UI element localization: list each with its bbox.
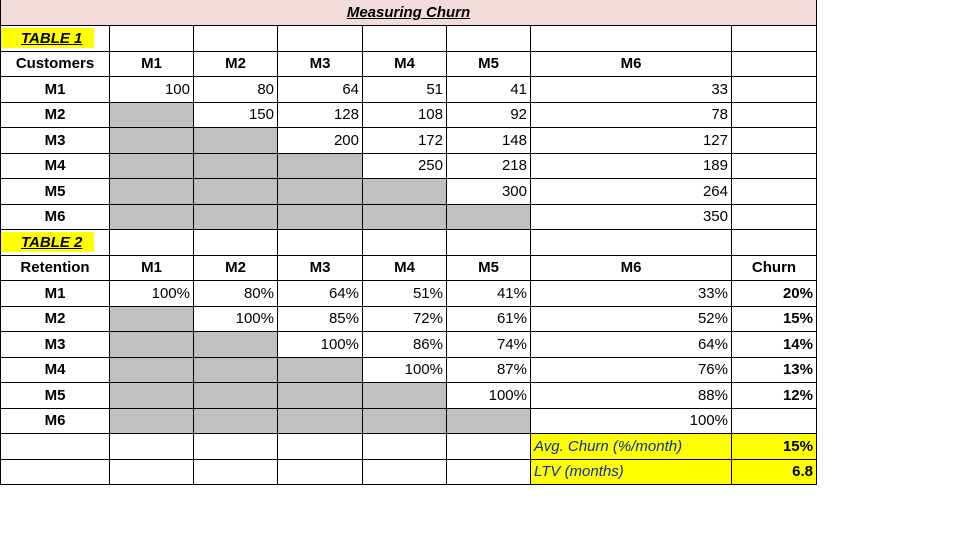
table1-row	[1, 77, 817, 103]
value-cell[interactable]: 64%	[531, 332, 732, 358]
value-cell[interactable]: 100%	[447, 383, 531, 409]
cell[interactable]	[110, 26, 194, 52]
table1-row	[1, 204, 817, 230]
column-header-m4[interactable]: M4	[363, 51, 447, 77]
value-cell[interactable]: 72%	[363, 306, 447, 332]
sheet-title[interactable]: Measuring Churn	[1, 0, 817, 26]
empty-cell[interactable]	[194, 332, 278, 358]
empty-cell[interactable]	[110, 153, 194, 179]
cell[interactable]	[278, 230, 363, 256]
value-cell[interactable]: 100	[110, 77, 194, 103]
cell[interactable]	[363, 434, 447, 460]
table2-row-label[interactable]: M5	[1, 383, 110, 409]
cell[interactable]	[278, 26, 363, 52]
value-cell[interactable]: 250	[363, 153, 447, 179]
table1-label-text: TABLE 1	[1, 28, 94, 48]
empty-cell[interactable]	[447, 408, 531, 434]
table1-row-label[interactable]: M5	[1, 179, 110, 205]
column-header-m3[interactable]: M3	[278, 51, 363, 77]
value-cell[interactable]: 350	[531, 204, 732, 230]
table2-label[interactable]	[1, 230, 110, 256]
cell[interactable]	[732, 51, 817, 77]
table2-row	[1, 408, 817, 434]
empty-cell[interactable]	[194, 204, 278, 230]
cell[interactable]	[363, 230, 447, 256]
table1-row-label[interactable]: M1	[1, 77, 110, 103]
value-cell[interactable]: 127	[531, 128, 732, 154]
empty-cell[interactable]	[363, 204, 447, 230]
column-header-m6[interactable]: M6	[531, 51, 732, 77]
value-cell[interactable]: 61%	[447, 306, 531, 332]
empty-cell[interactable]	[194, 179, 278, 205]
table1-row	[1, 128, 817, 154]
value-cell[interactable]: 78	[531, 102, 732, 128]
value-cell[interactable]: 33%	[531, 281, 732, 307]
cell[interactable]	[110, 230, 194, 256]
empty-cell[interactable]	[110, 179, 194, 205]
ltv-label[interactable]: LTV (months)	[531, 459, 732, 485]
cell[interactable]	[531, 230, 732, 256]
churn-cell[interactable]: 12%	[732, 383, 817, 409]
cell[interactable]	[732, 179, 817, 205]
empty-cell[interactable]	[110, 306, 194, 332]
table2-row	[1, 281, 817, 307]
value-cell[interactable]: 100%	[194, 306, 278, 332]
cell[interactable]	[732, 153, 817, 179]
value-cell[interactable]: 189	[531, 153, 732, 179]
table1-header-row	[1, 51, 817, 77]
churn-cell[interactable]: 15%	[732, 306, 817, 332]
column-header-m5[interactable]: M5	[447, 51, 531, 77]
empty-cell[interactable]	[363, 408, 447, 434]
value-cell[interactable]: 218	[447, 153, 531, 179]
empty-cell[interactable]	[278, 408, 363, 434]
empty-cell[interactable]	[110, 383, 194, 409]
cell[interactable]	[447, 230, 531, 256]
value-cell[interactable]: 80%	[194, 281, 278, 307]
empty-cell[interactable]	[278, 179, 363, 205]
value-cell[interactable]: 33	[531, 77, 732, 103]
value-cell[interactable]: 148	[447, 128, 531, 154]
table1-row-label[interactable]: M6	[1, 204, 110, 230]
value-cell[interactable]: 128	[278, 102, 363, 128]
value-cell[interactable]: 41	[447, 77, 531, 103]
column-header-m5[interactable]: M5	[447, 255, 531, 281]
value-cell[interactable]: 150	[194, 102, 278, 128]
column-header-m6[interactable]: M6	[531, 255, 732, 281]
value-cell[interactable]: 100%	[110, 281, 194, 307]
value-cell[interactable]: 264	[531, 179, 732, 205]
churn-cell[interactable]: 20%	[732, 281, 817, 307]
table2-corner[interactable]: Retention	[1, 255, 110, 281]
cell[interactable]	[732, 77, 817, 103]
empty-cell[interactable]	[110, 128, 194, 154]
column-header-m1[interactable]: M1	[110, 51, 194, 77]
empty-cell[interactable]	[278, 383, 363, 409]
value-cell[interactable]: 100%	[363, 357, 447, 383]
empty-cell[interactable]	[278, 153, 363, 179]
empty-cell[interactable]	[110, 102, 194, 128]
cell[interactable]	[732, 128, 817, 154]
churn-cell[interactable]: 14%	[732, 332, 817, 358]
cell[interactable]	[194, 459, 278, 485]
table1-row-label[interactable]: M3	[1, 128, 110, 154]
cell[interactable]	[732, 230, 817, 256]
table1-label[interactable]	[1, 26, 110, 52]
value-cell[interactable]: 172	[363, 128, 447, 154]
empty-cell[interactable]	[194, 128, 278, 154]
table2-row	[1, 357, 817, 383]
table2-label-text: TABLE 2	[1, 232, 94, 252]
cell[interactable]	[363, 26, 447, 52]
cell[interactable]	[732, 26, 817, 52]
empty-cell[interactable]	[194, 153, 278, 179]
churn-header[interactable]: Churn	[732, 255, 817, 281]
table1-row-label[interactable]: M4	[1, 153, 110, 179]
column-header-m2[interactable]: M2	[194, 255, 278, 281]
column-header-m1[interactable]: M1	[110, 255, 194, 281]
value-cell[interactable]: 100%	[278, 332, 363, 358]
cell[interactable]	[194, 434, 278, 460]
value-cell[interactable]: 100%	[531, 408, 732, 434]
value-cell[interactable]: 51%	[363, 281, 447, 307]
table1-row-label[interactable]: M2	[1, 102, 110, 128]
value-cell[interactable]: 300	[447, 179, 531, 205]
cell[interactable]	[194, 26, 278, 52]
value-cell[interactable]: 52%	[531, 306, 732, 332]
table2-header-row	[1, 255, 817, 281]
empty-cell[interactable]	[278, 357, 363, 383]
table1-row	[1, 179, 817, 205]
avg-churn-value[interactable]: 15%	[732, 434, 817, 460]
empty-cell[interactable]	[363, 383, 447, 409]
cell[interactable]	[278, 434, 363, 460]
empty-cell[interactable]	[363, 179, 447, 205]
cell[interactable]	[194, 230, 278, 256]
avg-churn-label[interactable]: Avg. Churn (%/month)	[531, 434, 732, 460]
cell[interactable]	[278, 459, 363, 485]
table2-row	[1, 332, 817, 358]
empty-cell[interactable]	[110, 408, 194, 434]
cell[interactable]	[1, 434, 110, 460]
ltv-row	[1, 459, 817, 485]
value-cell[interactable]: 86%	[363, 332, 447, 358]
table2-row-label[interactable]: M3	[1, 332, 110, 358]
table1-corner[interactable]: Customers	[1, 51, 110, 77]
empty-cell[interactable]	[194, 408, 278, 434]
value-cell[interactable]: 108	[363, 102, 447, 128]
cell[interactable]	[363, 459, 447, 485]
column-header-m3[interactable]: M3	[278, 255, 363, 281]
table-body	[1, 0, 817, 485]
column-header-m2[interactable]: M2	[194, 51, 278, 77]
column-header-m4[interactable]: M4	[363, 255, 447, 281]
value-cell[interactable]: 74%	[447, 332, 531, 358]
table2-row-label[interactable]: M6	[1, 408, 110, 434]
table2-row	[1, 383, 817, 409]
empty-cell[interactable]	[194, 383, 278, 409]
value-cell[interactable]: 64	[278, 77, 363, 103]
value-cell[interactable]: 88%	[531, 383, 732, 409]
table2-row-label[interactable]: M2	[1, 306, 110, 332]
value-cell[interactable]: 200	[278, 128, 363, 154]
table2-row-label[interactable]: M4	[1, 357, 110, 383]
empty-cell[interactable]	[278, 204, 363, 230]
churn-cell[interactable]	[732, 408, 817, 434]
table1-row	[1, 102, 817, 128]
cell[interactable]	[531, 26, 732, 52]
cell[interactable]	[1, 459, 110, 485]
churn-cell[interactable]: 13%	[732, 357, 817, 383]
empty-cell[interactable]	[110, 357, 194, 383]
empty-cell[interactable]	[194, 357, 278, 383]
cell[interactable]	[447, 459, 531, 485]
value-cell[interactable]: 80	[194, 77, 278, 103]
cell[interactable]	[447, 434, 531, 460]
cell[interactable]	[447, 26, 531, 52]
empty-cell[interactable]	[447, 204, 531, 230]
cell[interactable]	[110, 459, 194, 485]
value-cell[interactable]: 87%	[447, 357, 531, 383]
value-cell[interactable]: 64%	[278, 281, 363, 307]
cell[interactable]	[732, 102, 817, 128]
ltv-value[interactable]: 6.8	[732, 459, 817, 485]
value-cell[interactable]: 92	[447, 102, 531, 128]
empty-cell[interactable]	[110, 204, 194, 230]
avg-churn-row	[1, 434, 817, 460]
value-cell[interactable]: 85%	[278, 306, 363, 332]
table2-row-label[interactable]: M1	[1, 281, 110, 307]
table2-label-row	[1, 230, 817, 256]
value-cell[interactable]: 41%	[447, 281, 531, 307]
value-cell[interactable]: 76%	[531, 357, 732, 383]
cell[interactable]	[732, 204, 817, 230]
empty-cell[interactable]	[110, 332, 194, 358]
cell[interactable]	[110, 434, 194, 460]
table2-row	[1, 306, 817, 332]
table1-row	[1, 153, 817, 179]
value-cell[interactable]: 51	[363, 77, 447, 103]
